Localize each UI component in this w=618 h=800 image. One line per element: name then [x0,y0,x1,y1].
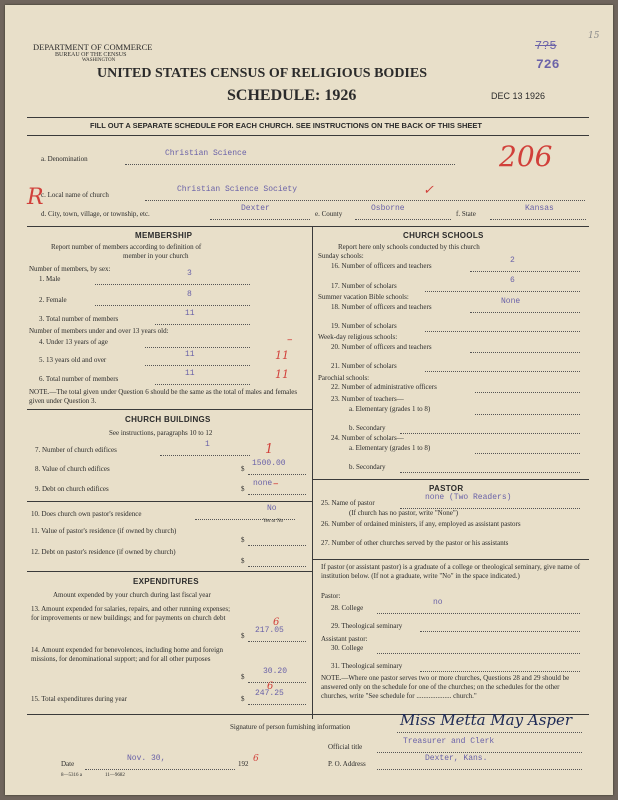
membership-note: NOTE.—The total given under Question 6 should be the same as the total of males and females given under Question 3. [29,388,298,405]
year-hand-digit: 6 [253,754,259,764]
edifice-value-label: 8. Value of church edifices [35,465,110,473]
benevolences-value: 30.20 [263,667,288,676]
instruction-line: FILL OUT A SEPARATE SCHEDULE FOR EACH CHURCH. SEE INSTRUCTIONS ON THE BACK OF THIS SHEET [90,121,482,130]
members-by-age-label: Number of members under and over 13 years old: [29,327,169,335]
running-expenses-hand-mark: 6 [273,617,280,628]
sunday-schools-label: Sunday schools: [318,252,364,260]
year-prefix: 192 [238,760,249,768]
parochial-scholars-label: 24. Number of scholars— [331,434,404,442]
address-label: P. O. Address [328,760,366,768]
bureau-label: BUREAU OF THE CENSUS [55,52,127,58]
church-schools-subtitle: Report here only schools conducted by this church [338,243,480,251]
pastor-seminary-label: 29. Theological seminary [331,622,403,630]
denomination-value: Christian Science [165,149,247,158]
residence-debt-label: 12. Debt on pastor's residence (if owned by church) [31,548,176,556]
church-edifices-label: 7. Number of church edifices [35,446,117,454]
members-by-sex-label: Number of members, by sex: [29,265,111,273]
summer-officers-value: None [501,297,521,306]
total-expenditures-hand-mark: 6 [267,681,274,692]
department-label: DEPARTMENT OF COMMERCE [33,42,153,52]
date-value: Nov. 30, [127,754,166,763]
parochial-teachers-label: 23. Number of teachers— [331,395,404,403]
assistant-college-label: 30. College [331,644,364,652]
census-schedule-form [5,5,613,795]
local-name-value: Christian Science Society [177,185,298,194]
received-date-stamp: DEC 13 1926 [491,91,546,101]
under-13-label: 4. Under 13 years of age [39,338,108,346]
local-name-label: c. Local name of church [41,191,109,199]
running-expenses-value: 217.05 [255,626,284,635]
red-code-number: 206 [499,140,553,173]
weekday-schools-label: Week-day religious schools: [318,333,398,341]
assistant-seminary-label: 31. Theological seminary [331,662,403,670]
sunday-scholars-label: 17. Number of scholars [331,282,397,290]
edifice-value-dollar-sign: $ [241,465,245,473]
pastor-college-value: no [433,598,443,607]
running-expenses-label: 13. Amount expended for salaries, repairs, and other running expenses; for improvements or new buildings; and for payments on church debt [31,605,231,622]
sunday-officers-label: 16. Number of officers and teachers [331,262,432,270]
benevolences-label: 14. Amount expended for benevolences, including home and foreign missions, for denominational support; and for all other purposes [31,646,224,663]
church-edifices-hand-mark: 1 [265,442,274,457]
pastor-none-note: (If church has no pastor, write "None") [349,509,459,517]
total-members-label: 3. Total number of members [39,315,119,323]
residence-value-dollar-sign: $ [241,536,245,544]
total-members-2-hand-mark: 11 [275,368,289,381]
male-label: 1. Male [39,275,61,283]
male-value: 3 [187,269,192,278]
edifice-debt-hand-mark: – [273,477,279,490]
residence-value-label: 11. Value of pastor's residence (if owned by church) [31,527,177,535]
expenditures-subtitle: Amount expended by your church during last fiscal year [53,591,211,599]
owns-residence-label: 10. Does church own pastor's residence [31,510,142,518]
assistant-pastors-label: 26. Number of ordained ministers, if any, employed as assistant pastors [321,520,521,528]
county-value: Osborne [371,204,405,213]
weekday-scholars-label: 21. Number of scholars [331,362,397,370]
signature-label: Signature of person furnishing information [230,723,351,731]
pastor-subheading: Pastor: [321,592,341,600]
weekday-officers-label: 20. Number of officers and teachers [331,343,432,351]
sunday-officers-value: 2 [510,256,515,265]
scholars-elementary-label: a. Elementary (grades 1 to 8) [349,444,431,452]
date-label: Date [61,760,75,768]
state-label: f. State [456,210,476,218]
parochial-schools-label: Parochial schools: [318,374,370,382]
address-value: Dexter, Kans. [425,754,488,763]
other-churches-label: 27. Number of other churches served by the pastor or his assistants [321,539,509,547]
state-value: Kansas [525,204,554,213]
female-label: 2. Female [39,296,67,304]
church-buildings-subtitle: See instructions, paragraphs 10 to 12 [109,429,213,437]
official-title-label: Official title [328,743,363,751]
over-13-label: 5. 13 years old and over [39,356,107,364]
parochial-admin-label: 22. Number of administrative officers [331,383,437,391]
yes-no-hint: Yes or No [263,519,284,524]
pastor-name-label: 25. Name of pastor [321,499,375,507]
form-title: UNITED STATES CENSUS OF RELIGIOUS BODIES [97,66,428,81]
schedule-title: SCHEDULE: 1926 [227,87,357,104]
pencil-mark: 15 [588,31,600,41]
edifice-value-amount: 1500.00 [252,459,286,468]
signature-value: Miss Metta May Asper [400,711,573,729]
summer-scholars-label: 19. Number of scholars [331,322,397,330]
church-edifices-value: 1 [205,440,210,449]
total-members-2-value: 11 [185,369,195,378]
city-town-label: d. City, town, village, or township, etc. [41,210,150,218]
county-label: e. County [315,210,343,218]
benevolences-dollar-sign: $ [241,673,245,681]
church-buildings-heading: CHURCH BUILDINGS [125,415,211,424]
total-expenditures-value: 247.25 [255,689,284,698]
expenditures-heading: EXPENDITURES [133,577,199,586]
graduate-note: If pastor (or assistant pastor) is a graduate of a college or theological seminary, give name of institution below. (If not a graduate, write "No" in the space indicated.) [321,563,581,580]
summer-officers-label: 18. Number of officers and teachers [331,303,432,311]
city-town-value: Dexter [241,204,270,213]
total-members-2-label: 6. Total number of members [39,375,119,383]
membership-subtitle-2: member in your church [123,252,189,260]
membership-subtitle-1: Report number of members according to definition of [51,243,202,251]
summer-schools-label: Summer vacation Bible schools: [318,293,409,301]
pastor-note: NOTE.—Where one pastor serves two or more churches, Questions 28 and 29 should be answered only on the schedule for one of the churches; on the schedules for the other churches, write "See schedule for .................... church." [321,674,570,700]
edifice-debt-value: none [253,479,273,488]
over-13-value: 11 [185,350,195,359]
city-label: WASHINGTON [82,58,116,63]
edifice-debt-label: 9. Debt on church edifices [35,485,109,493]
pastor-heading: PASTOR [429,484,464,493]
assistant-pastor-subheading: Assistant pastor: [321,635,368,643]
sunday-scholars-value: 6 [510,276,515,285]
form-number: 8—5316 a [61,773,82,778]
membership-heading: MEMBERSHIP [135,231,193,240]
total-expenditures-dollar-sign: $ [241,695,245,703]
scholars-secondary-label: b. Secondary [349,463,386,471]
under-13-hand-mark: – [287,333,293,346]
teachers-secondary-label: b. Secondary [349,424,386,432]
church-schools-heading: CHURCH SCHOOLS [403,231,484,240]
red-check-mark: ✓ [423,183,434,198]
owns-residence-value: No [267,504,277,513]
official-title-value: Treasurer and Clerk [403,737,495,746]
pastor-college-label: 28. College [331,604,364,612]
running-expenses-dollar-sign: $ [241,632,245,640]
residence-debt-dollar-sign: $ [241,557,245,565]
total-members-value: 11 [185,309,195,318]
over-13-hand-mark: 11 [275,349,289,362]
female-value: 8 [187,290,192,299]
edifice-debt-dollar-sign: $ [241,485,245,493]
denomination-label: a. Denomination [41,155,88,163]
schedule-number: 726 [536,57,560,72]
teachers-elementary-label: a. Elementary (grades 1 to 8) [349,405,431,413]
schedule-number-struck: 7?5 [535,39,557,53]
form-number-2: 11—9682 [105,773,125,778]
total-expenditures-label: 15. Total expenditures during year [31,695,127,703]
pastor-name-value: none (Two Readers) [425,493,512,502]
red-r-mark: R [27,185,44,210]
